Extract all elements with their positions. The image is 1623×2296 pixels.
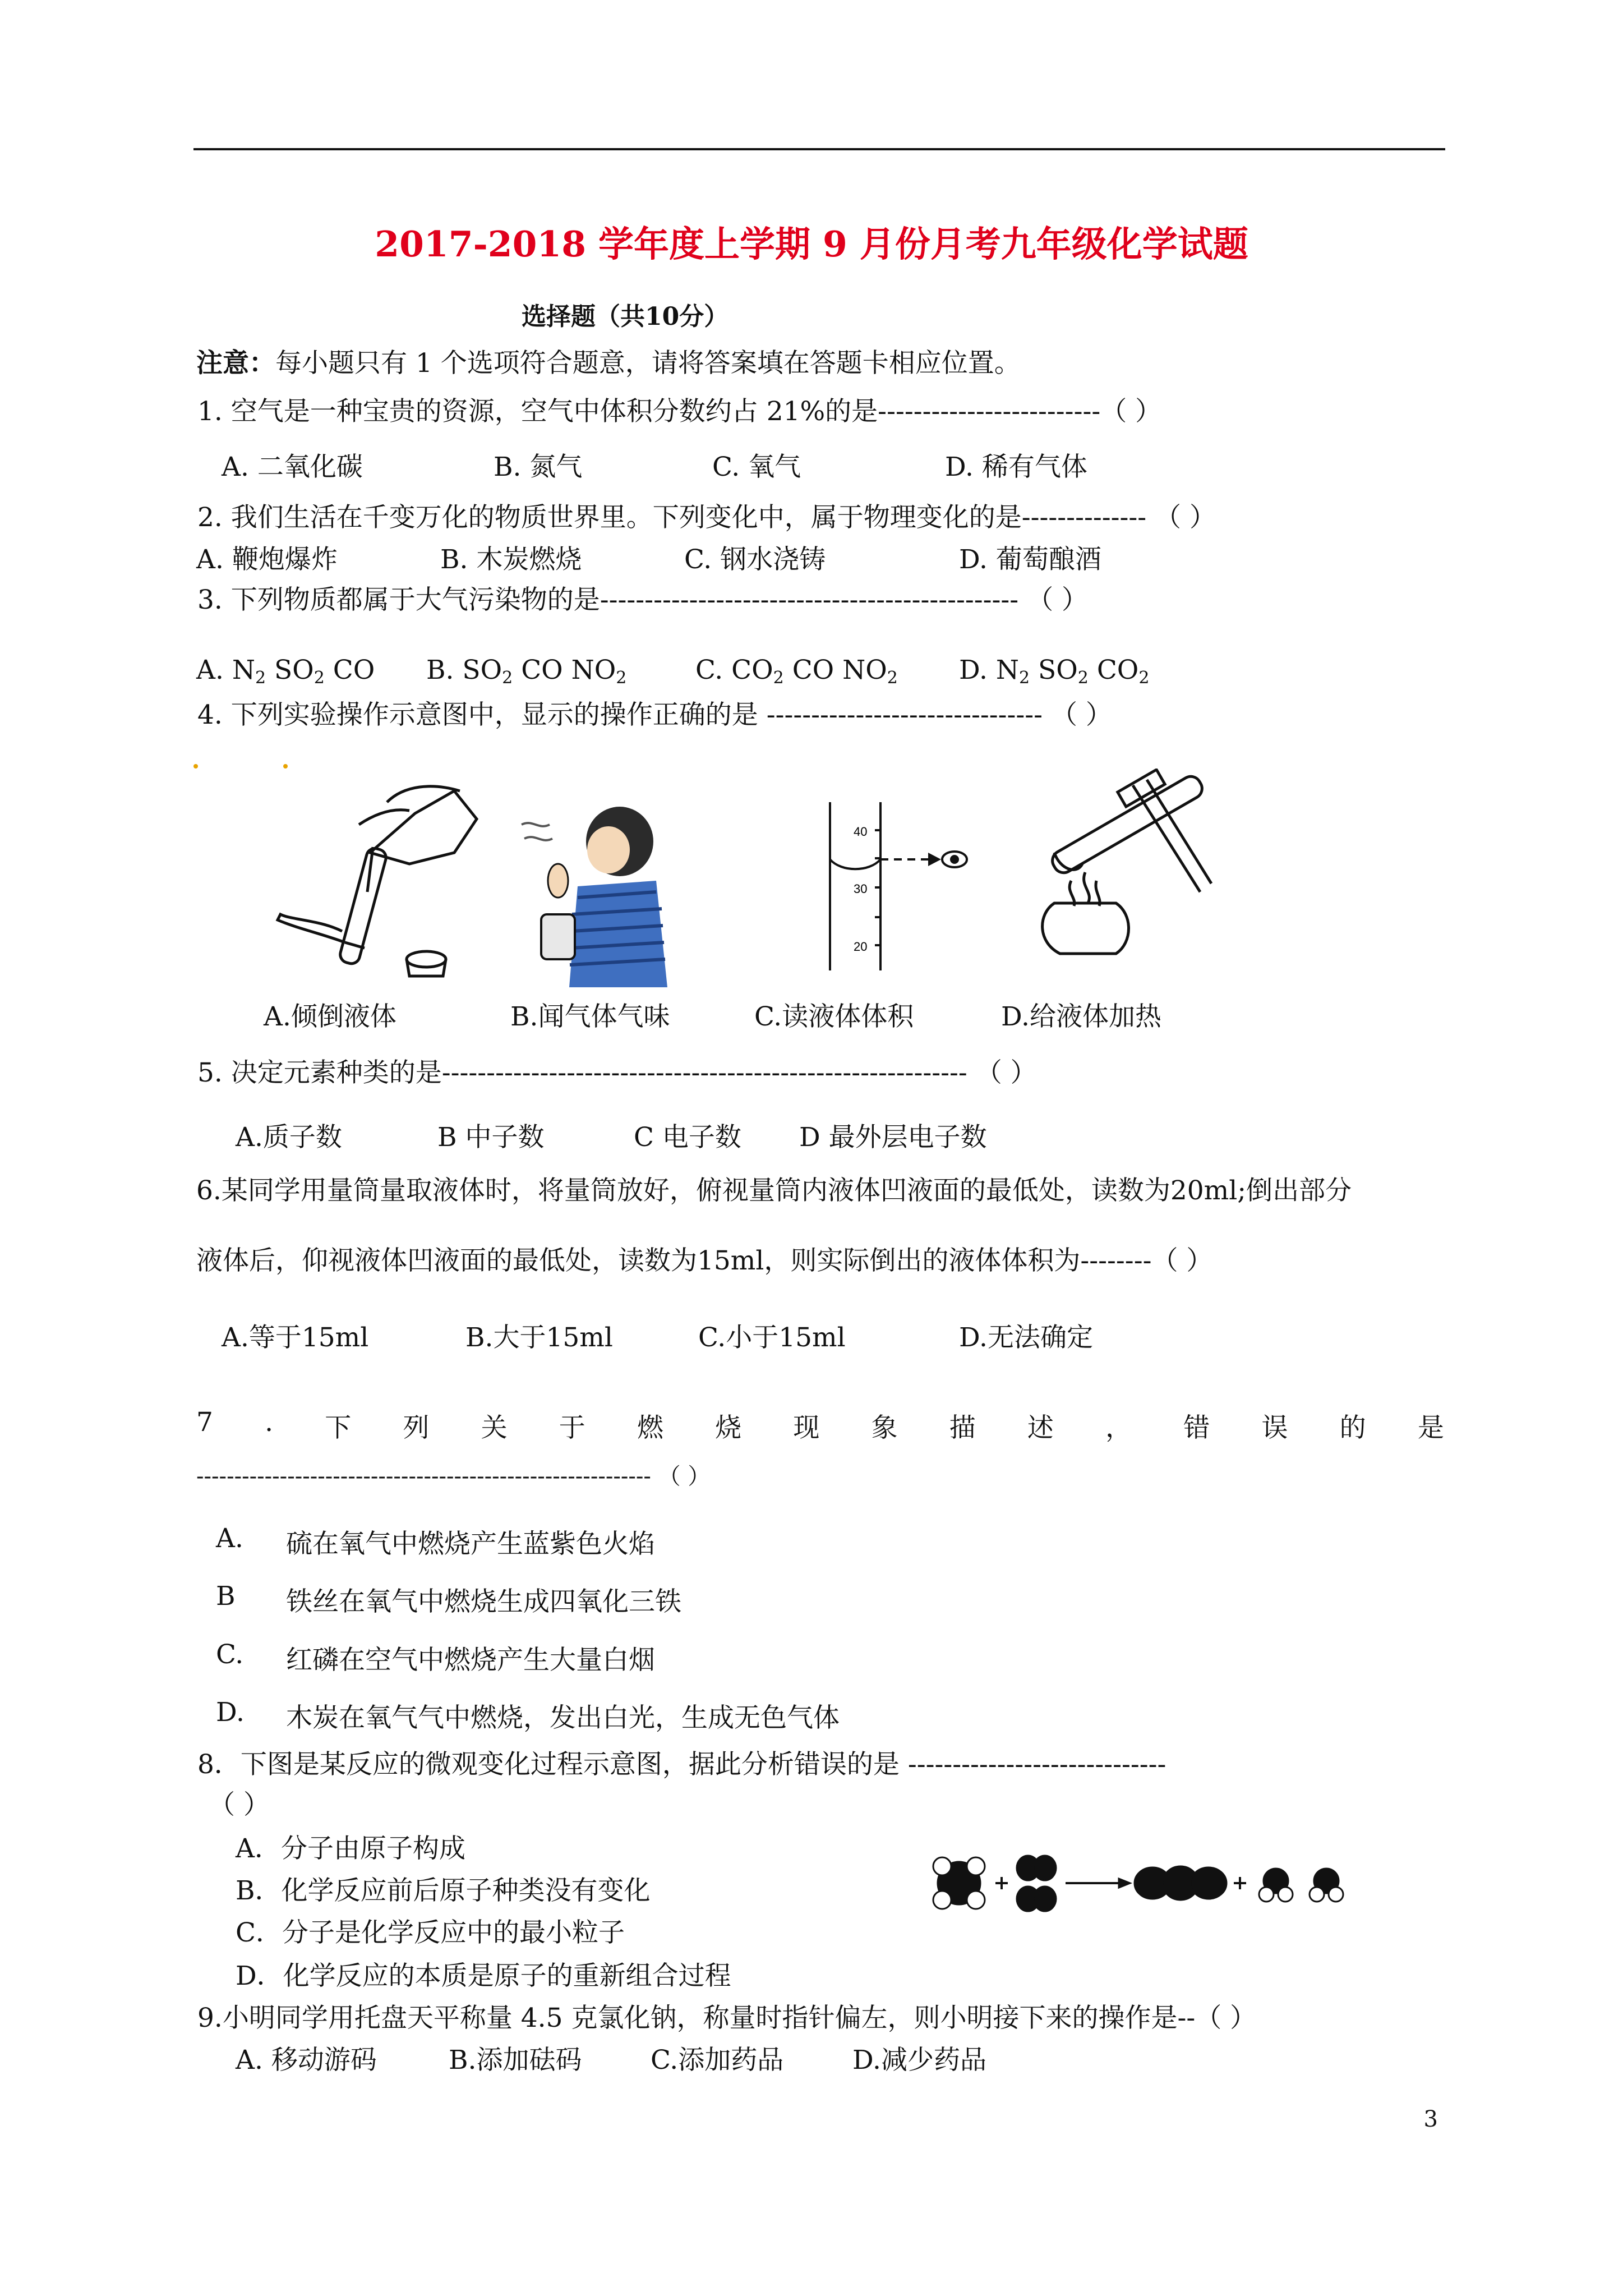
figure-d-caption: D.给液体加热 xyxy=(1001,1001,1161,1032)
q2-option-a: A. 鞭炮爆炸 xyxy=(196,544,338,575)
question-7-stem-line2: ------------------------------------------------------------ （ ） xyxy=(196,1464,711,1489)
q7-option-c-text: 红磷在空气中燃烧产生大量白烟 xyxy=(286,1645,655,1676)
question-8-stem-line2: （ ） xyxy=(209,1789,270,1820)
stray-dot xyxy=(193,764,198,769)
q2-option-d: D. 葡萄酿酒 xyxy=(959,544,1101,575)
question-6-stem-line2: 液体后，仰视液体凹液面的最低处，读数为15ml，则实际倒出的液体体积为--------（ ） xyxy=(196,1245,1213,1276)
q7-option-c-letter: C. xyxy=(216,1639,244,1670)
q5-option-c: C 电子数 xyxy=(634,1122,741,1153)
reaction-diagram xyxy=(925,1843,1374,1921)
q7-option-b-text: 铁丝在氧气中燃烧生成四氧化三铁 xyxy=(286,1586,681,1617)
section-heading: 选择题（共10分） xyxy=(522,302,729,331)
q7-option-a-text: 硫在氧气中燃烧产生蓝紫色火焰 xyxy=(286,1529,655,1559)
q3-option-c: C. $CO_2$ CO $NO_2$ xyxy=(695,655,898,688)
heating-test-tube-illustration xyxy=(1021,769,1223,976)
question-5-stem: 5. 决定元素种类的是----------------------------------------------------------- （ ） xyxy=(197,1057,1037,1088)
figure-a-caption: A.倾倒液体 xyxy=(264,1001,396,1032)
q6-option-b: B.大于15ml xyxy=(465,1322,613,1353)
page-number: 3 xyxy=(1423,2106,1438,2132)
scale-label-40: 40 xyxy=(854,825,868,839)
q5-option-a: A.质子数 xyxy=(236,1122,342,1153)
q9-option-d: D.减少药品 xyxy=(852,2045,986,2076)
graduated-cylinder-illustration xyxy=(808,797,981,976)
q7-option-b-letter: B xyxy=(216,1581,236,1612)
q7-option-d-text: 木炭在氧气气中燃烧，发出白光，生成无色气体 xyxy=(286,1703,840,1733)
q8-option-c: C．分子是化学反应中的最小粒子 xyxy=(236,1917,625,1948)
q3-option-d: D. $N_2$ $SO_2$ $CO_2$ xyxy=(959,655,1150,688)
q1-option-a: A. 二氧化碳 xyxy=(222,452,363,482)
question-4-stem: 4. 下列实验操作示意图中，显示的操作正确的是 ------------------------------- （ ） xyxy=(197,700,1112,730)
question-8-stem-line1: 8．下图是某反应的微观变化过程示意图，据此分析错误的是 ----------------------------- xyxy=(197,1749,1166,1780)
question-7-stem-line1: 7 . 下 列 关 于 燃 烧 现 象 描 述 ， 错 误 的 是 xyxy=(196,1407,1444,1443)
question-2-stem: 2. 我们生活在千变万化的物质世界里。下列变化中，属于物理变化的是-------------- （ ） xyxy=(197,502,1216,533)
q1-option-b: B. 氮气 xyxy=(494,452,583,482)
q8-option-b: B．化学反应前后原子种类没有变化 xyxy=(236,1875,651,1906)
q3-option-b: B. $SO_2$ CO $NO_2$ xyxy=(426,655,627,688)
q2-option-c: C. 钢水浇铸 xyxy=(684,544,826,575)
question-9-stem: 9.小明同学用托盘天平称量 4.5 克氯化钠，称量时指针偏左，则小明接下来的操作是--（ ） xyxy=(197,2003,1257,2033)
header-rule xyxy=(193,148,1445,150)
scale-label-20: 20 xyxy=(854,940,868,954)
smelling-gas-illustration xyxy=(516,797,684,993)
q7-option-d-letter: D. xyxy=(216,1697,245,1728)
q6-option-c: C.小于15ml xyxy=(698,1322,846,1353)
figure-b-caption: B.闻气体气味 xyxy=(510,1001,670,1032)
q9-option-a: A. 移动游码 xyxy=(236,2045,377,2076)
q6-option-d: D.无法确定 xyxy=(959,1322,1093,1353)
question-1-stem: 1. 空气是一种宝贵的资源，空气中体积分数约占 21%的是-------------------------（ ） xyxy=(197,396,1162,427)
scale-label-30: 30 xyxy=(854,882,868,896)
q8-option-d: D．化学反应的本质是原子的重新组合过程 xyxy=(236,1961,731,1991)
figure-c-caption: C.读液体体积 xyxy=(754,1001,914,1032)
q9-option-c: C.添加药品 xyxy=(651,2045,784,2076)
q1-option-d: D. 稀有气体 xyxy=(945,452,1087,482)
q2-option-b: B. 木炭燃烧 xyxy=(440,544,582,575)
q8-option-a: A．分子由原子构成 xyxy=(236,1833,465,1864)
q6-option-a: A.等于15ml xyxy=(222,1322,369,1353)
q3-option-a: A. $N_2$ $SO_2$ CO xyxy=(196,655,375,688)
pouring-liquid-illustration xyxy=(269,780,494,982)
question-6-stem-line1: 6.某同学用量筒量取液体时，将量筒放好，俯视量筒内液体凹液面的最低处，读数为20ml;倒出部分 xyxy=(196,1175,1352,1206)
question-3-stem: 3. 下列物质都属于大气污染物的是----------------------------------------------- （ ） xyxy=(197,585,1089,615)
q5-option-d: D 最外层电子数 xyxy=(799,1122,987,1153)
exam-title: 2017-2018 学年度上学期 9 月份月考九年级化学试题 xyxy=(375,223,1248,265)
instructions xyxy=(196,342,1021,380)
stray-dot xyxy=(283,764,288,769)
q7-option-a-letter: A. xyxy=(216,1523,243,1554)
q1-option-c: C. 氧气 xyxy=(712,452,801,482)
note-label: 注意： xyxy=(196,348,275,379)
note-text: 每小题只有 1 个选项符合题意，请将答案填在答题卡相应位置。 xyxy=(275,348,1021,379)
q9-option-b: B.添加砝码 xyxy=(449,2045,582,2076)
q5-option-b: B 中子数 xyxy=(437,1122,545,1153)
